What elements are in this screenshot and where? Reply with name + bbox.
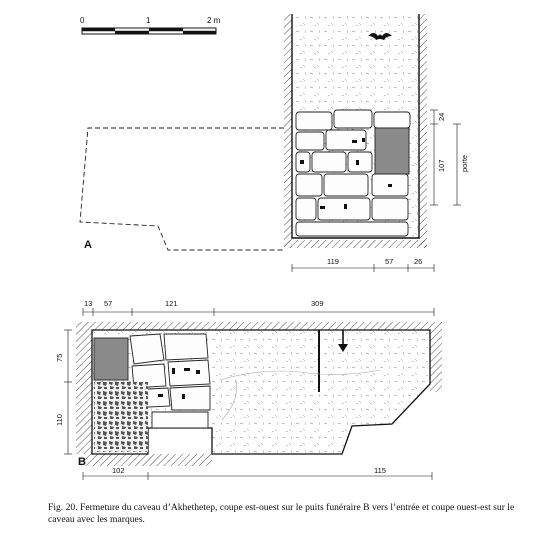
section-b xyxy=(55,299,442,480)
section-b-height-dimensions xyxy=(64,330,72,454)
scale-tick-0: 0 xyxy=(80,16,85,25)
section-a-left-rock xyxy=(284,14,292,248)
section-a-height-dimensions xyxy=(430,110,461,205)
section-b-dim-121: 121 xyxy=(165,299,178,308)
scale-bar xyxy=(80,16,221,34)
section-a-right-rock xyxy=(419,14,427,248)
section-b-dim-115: 115 xyxy=(374,466,386,475)
section-b-dim-102: 102 xyxy=(112,466,125,475)
section-b-door-opening xyxy=(94,338,128,380)
scale-tick-2: 2 m xyxy=(207,16,221,25)
section-b-dim-309: 309 xyxy=(311,299,324,308)
section-a-label: A xyxy=(84,239,92,251)
section-a xyxy=(80,14,469,272)
section-b-dim-75: 75 xyxy=(55,353,64,362)
section-a-floor-rock xyxy=(284,240,427,248)
section-b-label: B xyxy=(78,456,86,468)
scale-tick-1: 1 xyxy=(146,16,151,25)
section-b-dim-57: 57 xyxy=(104,299,113,308)
section-a-dim-24: 24 xyxy=(437,112,446,121)
section-b-top-dimensions xyxy=(83,308,434,316)
section-b-dim-13: 13 xyxy=(84,299,93,308)
section-a-dim-57: 57 xyxy=(385,257,394,266)
section-a-dim-107: 107 xyxy=(437,159,446,172)
section-a-door-label: porte xyxy=(460,154,469,172)
section-a-dim-119: 119 xyxy=(327,257,339,266)
section-a-door-opening xyxy=(375,128,409,174)
section-b-rubble-fill xyxy=(94,382,148,452)
section-a-dashed-outline xyxy=(80,128,284,250)
section-a-dim-26: 26 xyxy=(414,257,423,266)
section-b-dim-110: 110 xyxy=(55,414,64,426)
section-a-width-dimensions xyxy=(292,264,434,272)
figure-caption: Fig. 20. Fermeture du caveau d’Akhethetep, coupe est-ouest sur le puits funéraire B vers l’entrée et coupe ouest-est sur le caveau avec les marques. xyxy=(48,502,515,525)
